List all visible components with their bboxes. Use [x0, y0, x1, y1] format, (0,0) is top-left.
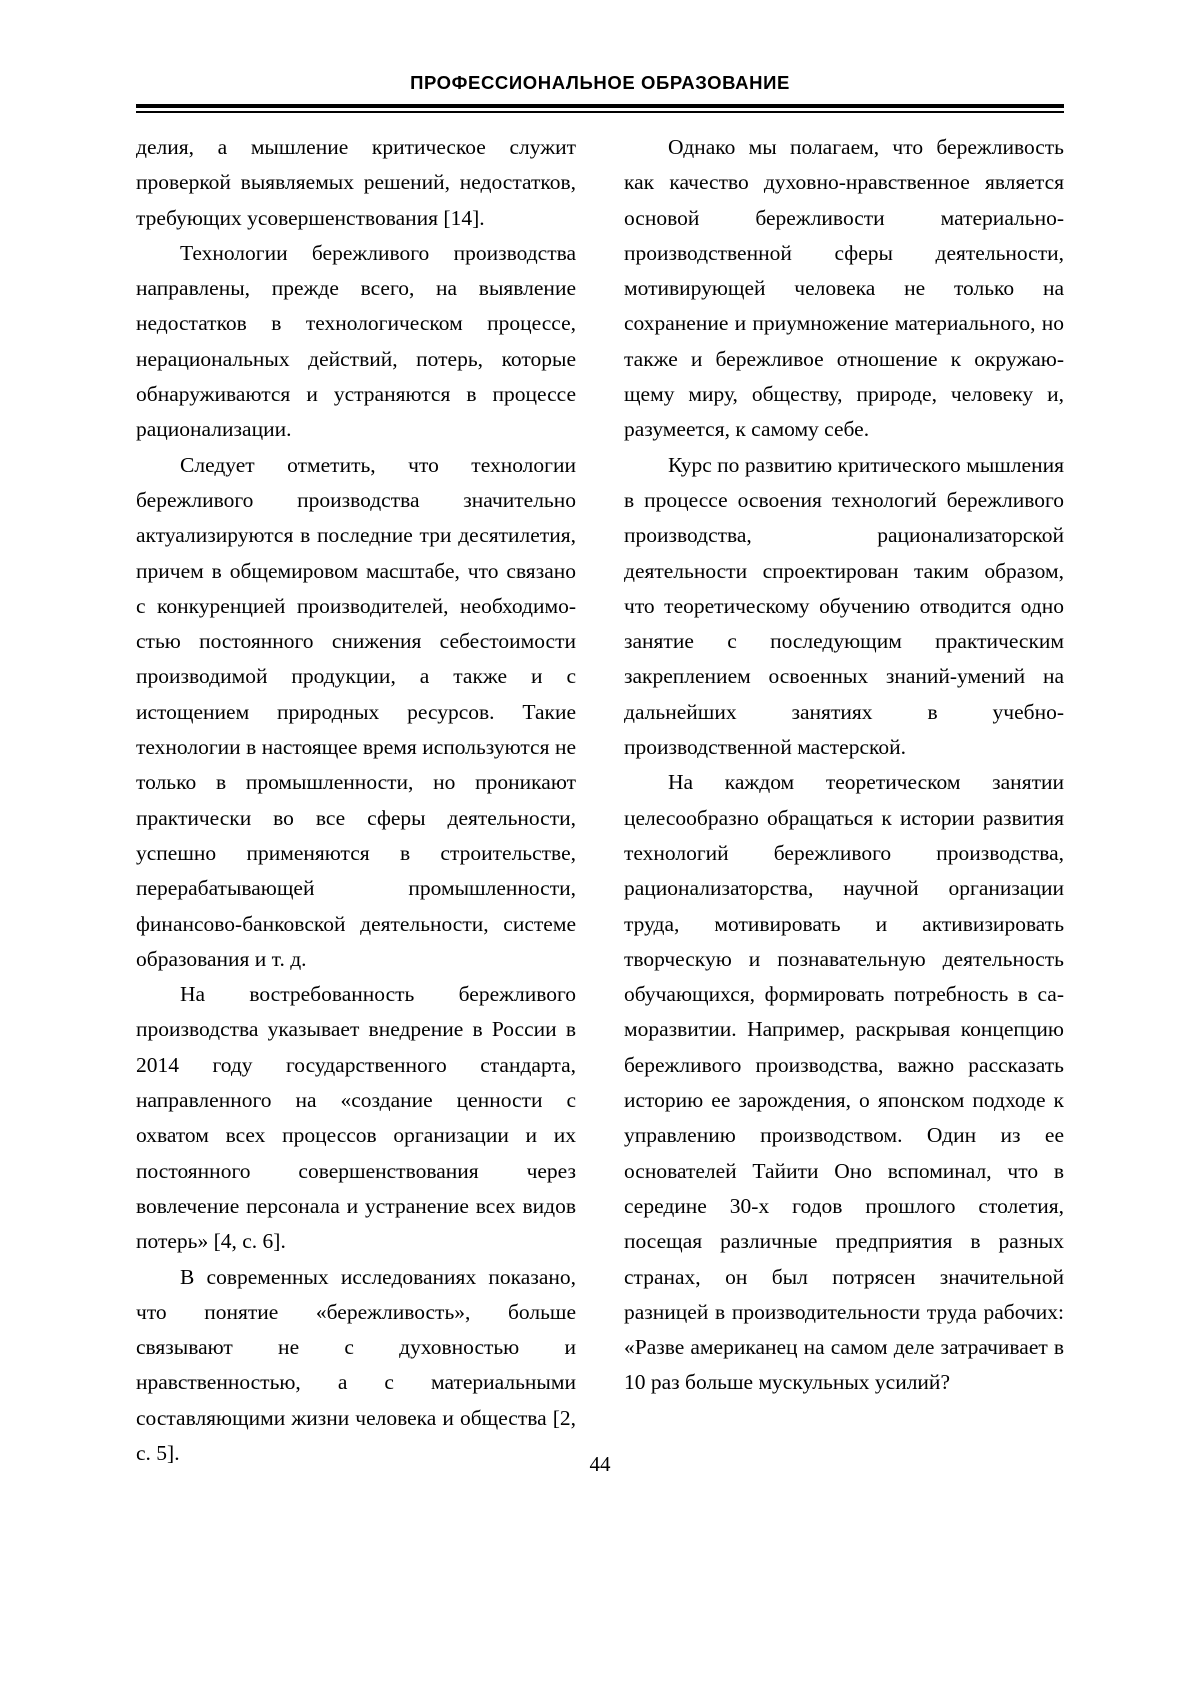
paragraph: На каждом теоретическом занятии целесообразно обращаться к истории развития технологий бережливого производства, рационализаторства, научной организации труда, мотивировать и активизировать творческую и познавательную деятельность обучающихся, формировать потребность в саморазвитии. Например, раскрывая концепцию бережливого производства, важно рассказать историю ее зарождения, о японском подходе к управлению производством. Один из ее основателей Тайити Оно вспоминал, что в середине 30-х годов прошлого столетия, посещая различные предприятия в разных странах, он был потрясен значительной разницей в производительности труда рабочих: «Разве американец на самом деле затрачивает в 10 раз больше мускульных усилий?: [624, 770, 1064, 1395]
header-rule: [136, 104, 1064, 113]
paragraph: Курс по развитию критического мышления в процессе освоения технологий бережливого производства, рационализаторской деятельности спроектирован таким образом, что теоретическому обучению отводится одно занятие с последующим практическим закреплением освоенных знаний-умений на дальнейших занятиях в учебно-производственной мастерской.: [624, 452, 1064, 760]
paragraph: делия, а мышление критическое служит проверкой выявляемых решений, недостатков, требующих усовершенствования [14].: [136, 135, 576, 230]
paragraph: На востребованность бережливого производства указывает внедрение в России в 2014 году государственного стандарта, направленного на «создание ценности с охватом всех процессов организации и их постоянного совершенствования через вовлечение персонала и устранение всех видов потерь» [4, с. 6].: [136, 982, 576, 1254]
paragraph: Однако мы полагаем, что бережливость как качество духовно-нравственное является основой бережливости материально-производственной сферы деятельности, мотивирующей человека не только на сохранение и приумножение материального, но также и бережливое отношение к окружающему миру, обществу, природе, человеку и, разумеется, к самому себе.: [624, 135, 1064, 442]
paragraph: Следует отметить, что технологии бережливого производства значительно актуализируются в последние три десятилетия, причем в общемировом масштабе, что связано с конкуренцией производителей, необходимостью постоянного снижения себестоимости производимой продукции, а также и с истощением природных ресурсов. Такие технологии в настоящее время используются не только в промышленности, но проникают практически во все сферы деятельности, успешно применяются в строительстве, перерабатывающей промышленности, финансово-банковской деятельности, системе образования и т. д.: [136, 452, 576, 971]
header-rule-thin: [136, 111, 1064, 113]
column-left: [136, 130, 576, 1465]
column-right: [624, 130, 1064, 1430]
paragraph: Технологии бережливого производства направлены, прежде всего, на выявление недостатков в технологическом процессе, нерациональных действий, потерь, которые обнаруживаются и устраняются в процессе рационализации.: [136, 240, 576, 442]
running-head: ПРОФЕССИОНАЛЬНОЕ ОБРАЗОВАНИЕ: [410, 72, 790, 93]
page-number: 44: [589, 1452, 611, 1476]
paragraph: В современных исследованиях показано, что понятие «бережливость», больше связывают не с духовностью и нравственностью, а с материальными составляющими жизни человека и общества [2, с. 5].: [136, 1264, 576, 1465]
